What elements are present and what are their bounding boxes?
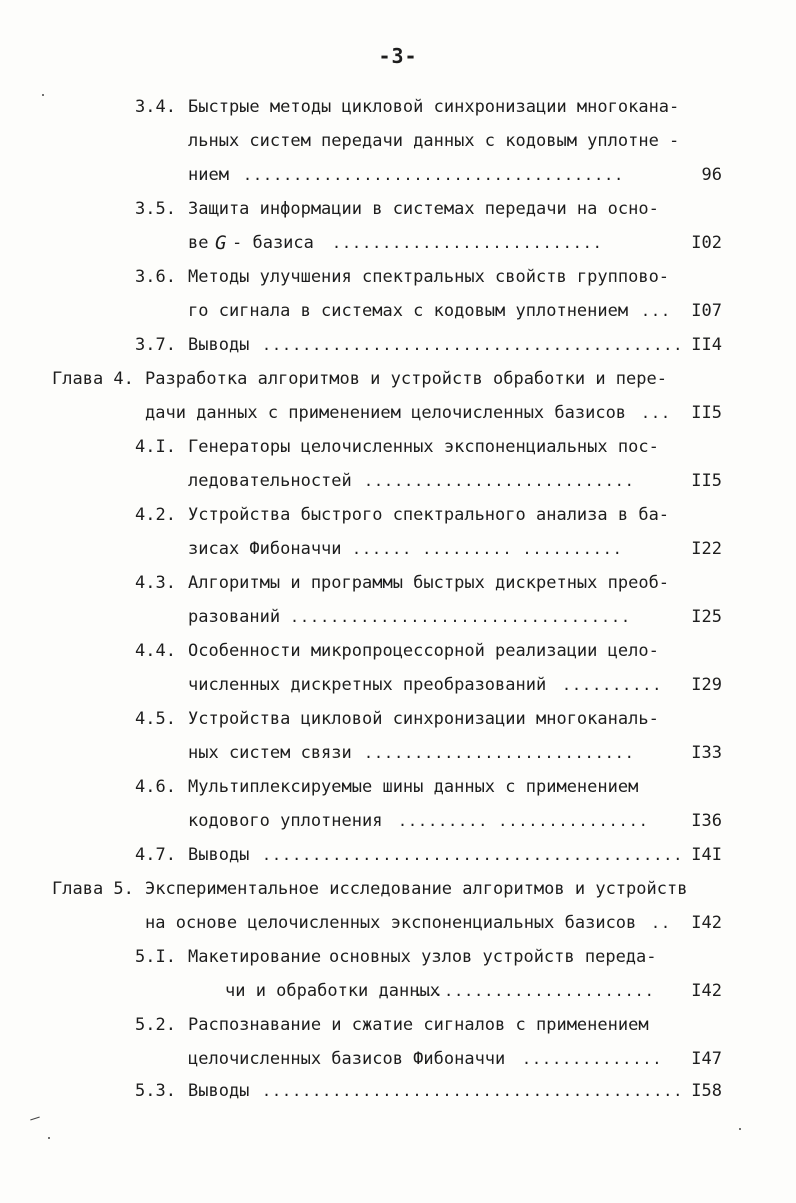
entry-title-line: ледовательностей [188, 471, 352, 491]
entry-number: 4.2. [135, 505, 176, 525]
entry-title-line: ных систем связи [188, 743, 352, 763]
entry-number: 4.6. [135, 777, 176, 797]
g-basis-symbol: G [215, 232, 227, 254]
page-ref: I42 [691, 913, 722, 933]
entry-title-line: Методы улучшения спектральных свойств группово- [188, 267, 670, 287]
entry-number: 4.4. [135, 641, 176, 661]
entry-title-line: Генераторы целочисленных экспоненциальных пос- [188, 437, 659, 457]
entry-title-line: Выводы [188, 1081, 250, 1101]
page-ref: II5 [691, 471, 722, 491]
entry-title-line: Распознавание и сжатие сигналов с применением [188, 1015, 649, 1035]
entry-title-line: Разработка алгоритмов и устройств обработки и пере- [145, 369, 667, 389]
entry-title-line: целочисленных базисов Фибоначчи [188, 1049, 506, 1069]
entry-title-line: Защита информации в системах передачи на осно- [188, 199, 659, 219]
page-ref: I25 [691, 607, 722, 627]
entry-title-line: на основе целочисленных экспоненциальных базисов [145, 913, 637, 933]
entry-title-line: Макетирование [188, 947, 322, 967]
entry-number: 3.4. [135, 97, 176, 117]
scan-speck [42, 94, 44, 96]
page-ref: I07 [691, 301, 722, 321]
dot-leader: ... [641, 302, 672, 320]
entry-number: 3.7. [135, 335, 176, 355]
chapter-number: Глава 4. [52, 369, 134, 389]
entry-number: 3.6. [135, 267, 176, 287]
entry-title-line: Выводы [188, 845, 250, 865]
page-ref: I36 [691, 811, 722, 831]
entry-title-line: - базиса [232, 233, 314, 253]
entry-title-line: Устройства цикловой синхронизации многоканаль- [188, 709, 659, 729]
page-ref: I58 [691, 1081, 722, 1101]
entry-title-line: кодового уплотнения [188, 811, 383, 831]
dot-leader: ...... ......... .......... [352, 540, 623, 558]
page-ref: I29 [691, 675, 722, 695]
dot-leader: ........................... [364, 472, 635, 490]
page-ref: I22 [691, 539, 722, 559]
page-ref: II4 [691, 335, 722, 355]
entry-title-line: льных систем передачи данных с кодовым уплотне - [188, 131, 680, 151]
dot-leader: .............. [522, 1050, 663, 1068]
entry-number: 3.5. [135, 199, 176, 219]
entry-title-line: Быстрые методы цикловой синхронизации многокана- [188, 97, 680, 117]
chapter-number: Глава 5. [52, 879, 134, 899]
entry-title-line: Устройства быстрого спектрального анализа в ба- [188, 505, 670, 525]
entry-title-line: разований [188, 607, 281, 627]
entry-number: 4.5. [135, 709, 176, 729]
entry-title-line: Особенности микропроцессорной реализации цело- [188, 641, 659, 661]
dot-leader: ... [641, 404, 672, 422]
dot-leader: .. [651, 914, 672, 932]
page-ref: 96 [701, 165, 722, 185]
scan-speck [30, 1116, 40, 1120]
scan-speck [48, 1137, 50, 1139]
page-ref: I4I [691, 845, 722, 865]
entry-title-line: численных дискретных преобразований [188, 675, 547, 695]
entry-title-line: нием [188, 165, 229, 185]
dot-leader: .......................................... [262, 846, 684, 864]
dot-leader: ......... ............... [398, 812, 649, 830]
entry-number: 5.2. [135, 1015, 176, 1035]
entry-number: 4.3. [135, 573, 176, 593]
dot-leader: ........................... [364, 744, 635, 762]
dot-leader: .......... [562, 676, 663, 694]
entry-title-line: зисах Фибоначчи [188, 539, 342, 559]
dot-leader: .......................................... [262, 336, 684, 354]
entry-title-line: основных узлов устройств переда- [329, 947, 657, 967]
entry-number: 5.3. [135, 1081, 176, 1101]
entry-title-line: Мультиплексируемые шины данных с применением [188, 777, 639, 797]
page-number: -3- [378, 44, 418, 68]
entry-title-line: Выводы [188, 335, 250, 355]
entry-number: 4.7. [135, 845, 176, 865]
entry-title-line: Экспериментальное исследование алгоритмов и устройств [145, 879, 688, 899]
page-ref: II5 [691, 403, 722, 423]
dot-leader: ........................ [414, 982, 655, 1000]
entry-title-line: Алгоритмы и программы быстрых дискретных преоб- [188, 573, 670, 593]
entry-title-line: го сигнала в системах с кодовым уплотнением [188, 301, 629, 321]
dot-leader: .......................................... [262, 1082, 684, 1100]
entry-number: 5.I. [135, 947, 176, 967]
dot-leader: ...................................... [243, 166, 625, 184]
entry-title-line: дачи данных с применением целочисленных базисов [145, 403, 627, 423]
page-ref: I47 [691, 1049, 722, 1069]
page-ref: I42 [691, 981, 722, 1001]
entry-title-line: чи и обработки данных [225, 981, 440, 1001]
scan-speck [739, 1128, 741, 1130]
entry-number: 4.I. [135, 437, 176, 457]
dot-leader: ........................... [332, 234, 603, 252]
page-ref: I33 [691, 743, 722, 763]
entry-title-line: ве [188, 233, 209, 253]
dot-leader: .................................. [290, 608, 632, 626]
page-ref: I02 [691, 233, 722, 253]
